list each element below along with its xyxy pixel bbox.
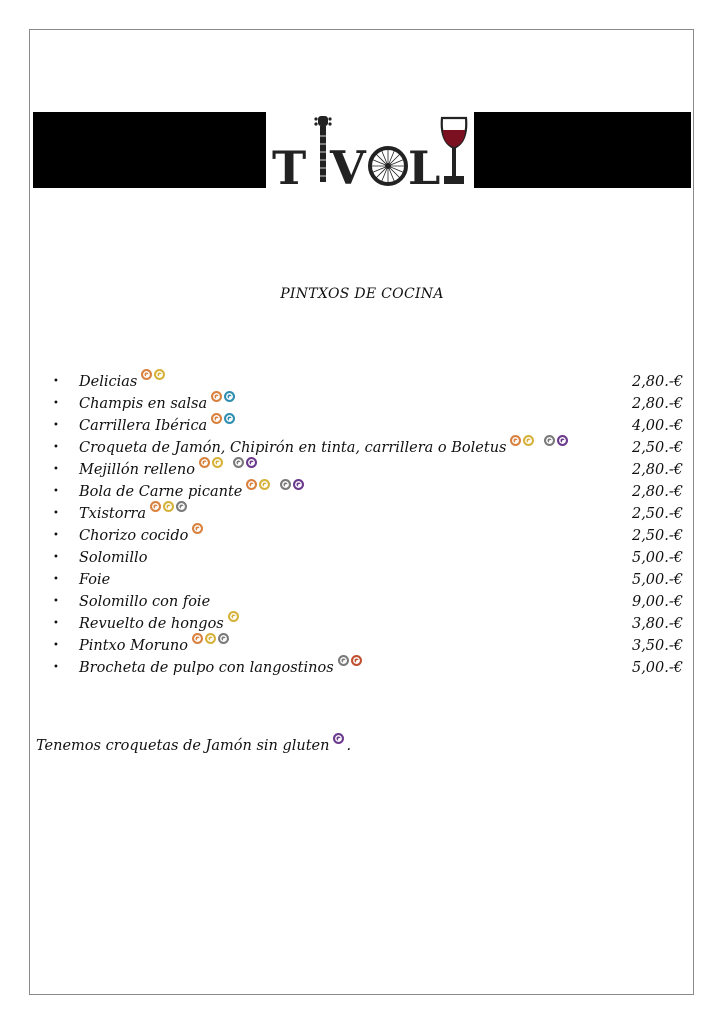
allergen-gray-icon [544, 435, 555, 446]
menu-item-name [79, 657, 364, 679]
allergen-icons [211, 419, 237, 433]
menu-item-label: Brocheta de pulpo con langostinos [79, 660, 334, 676]
menu-item [40, 635, 690, 657]
allergen-icons [192, 639, 231, 653]
footer-note-text: Tenemos croquetas de Jamón sin gluten [36, 738, 330, 754]
menu-item-price: 2,80.-€ [631, 484, 683, 500]
bullet-icon: • [53, 420, 59, 431]
allergen-gray-icon [280, 479, 291, 490]
bullet-icon: • [53, 640, 59, 651]
menu-item-name [79, 481, 306, 503]
allergen-orange-icon [211, 391, 222, 402]
allergen-purple-icon [333, 733, 344, 744]
menu-item-name [79, 437, 570, 459]
allergen-yellow-icon [212, 457, 223, 468]
bullet-icon: • [53, 376, 59, 387]
menu-item-label: Txistorra [79, 506, 146, 522]
bullet-icon: • [53, 618, 59, 629]
menu-item-label: Croqueta de Jamón, Chipirón en tinta, carrillera o Boletus [79, 440, 507, 456]
header-band-right [474, 112, 691, 188]
allergen-yellow-icon [259, 479, 270, 490]
menu-item-name [79, 569, 110, 591]
bullet-icon: • [53, 486, 59, 497]
bullet-icon: • [53, 552, 59, 563]
bullet-icon: • [53, 530, 59, 541]
menu-item-label: Revuelto de hongos [79, 616, 224, 632]
menu-item [40, 591, 690, 613]
svg-text:L: L [408, 141, 441, 192]
menu-item [40, 657, 690, 679]
menu-item-price: 2,80.-€ [631, 462, 683, 478]
menu-item-name [79, 635, 231, 657]
menu-item-price: 2,80.-€ [631, 374, 683, 390]
allergen-icons [199, 463, 259, 477]
menu-item [40, 613, 690, 635]
menu-item-price: 5,00.-€ [631, 550, 683, 566]
allergen-orange-icon [141, 369, 152, 380]
menu-item [40, 437, 690, 459]
menu-item-price: 3,80.-€ [631, 616, 683, 632]
allergen-orange-icon [199, 457, 210, 468]
allergen-orange-icon [211, 413, 222, 424]
menu-item-price: 2,80.-€ [631, 396, 683, 412]
bullet-icon: • [53, 398, 59, 409]
menu-item-price: 2,50.-€ [631, 506, 683, 522]
allergen-yellow-icon [154, 369, 165, 380]
menu-item [40, 481, 690, 503]
menu-item [40, 415, 690, 437]
menu-item [40, 503, 690, 525]
allergen-icons [510, 441, 570, 455]
menu-item-label: Bola de Carne picante [79, 484, 243, 500]
menu-item [40, 371, 690, 393]
allergen-yellow-icon [228, 611, 239, 622]
allergen-red-icon [351, 655, 362, 666]
menu-item-price: 3,50.-€ [631, 638, 683, 654]
menu-item-name [79, 591, 210, 613]
bullet-icon: • [53, 442, 59, 453]
allergen-purple-icon [246, 457, 257, 468]
allergen-teal-icon [224, 413, 235, 424]
footer-note-allergen [333, 739, 346, 753]
allergen-orange-icon [150, 501, 161, 512]
menu-item-price: 2,50.-€ [631, 440, 683, 456]
allergen-gray-icon [233, 457, 244, 468]
menu-item-price: 2,50.-€ [631, 528, 683, 544]
menu-item-label: Mejillón relleno [79, 462, 195, 478]
section-title: PINTXOS DE COCINA [280, 286, 444, 302]
allergen-icons [228, 617, 241, 631]
menu-item-name [79, 415, 237, 437]
allergen-teal-icon [224, 391, 235, 402]
bullet-icon: • [53, 464, 59, 475]
menu-item-name [79, 525, 205, 547]
tivoli-logo [266, 108, 474, 192]
allergen-yellow-icon [205, 633, 216, 644]
menu-item [40, 393, 690, 415]
menu-item-price: 5,00.-€ [631, 660, 683, 676]
menu-item-name [79, 371, 167, 393]
allergen-icons [141, 375, 167, 389]
footer-note [36, 738, 351, 754]
menu-item-label: Foie [79, 572, 111, 588]
menu-item [40, 459, 690, 481]
allergen-yellow-icon [523, 435, 534, 446]
wine-glass-icon [442, 118, 467, 184]
menu-list [40, 371, 690, 679]
menu-item-label: Pintxo Moruno [79, 638, 188, 654]
allergen-icons [150, 507, 189, 521]
allergen-icons [211, 397, 237, 411]
svg-text:T: T [272, 141, 307, 192]
menu-item-label: Champis en salsa [79, 396, 208, 412]
header-band-left [33, 112, 266, 188]
allergen-yellow-icon [163, 501, 174, 512]
allergen-purple-icon [293, 479, 304, 490]
allergen-orange-icon [192, 633, 203, 644]
menu-item-price: 4,00.-€ [631, 418, 683, 434]
menu-item-name [79, 459, 259, 481]
allergen-gray-icon [338, 655, 349, 666]
allergen-icons [338, 661, 364, 675]
menu-item-name [79, 613, 241, 635]
allergen-icons [246, 485, 306, 499]
allergen-orange-icon [510, 435, 521, 446]
menu-item-name [79, 547, 147, 569]
allergen-orange-icon [246, 479, 257, 490]
bullet-icon: • [53, 596, 59, 607]
menu-item-label: Chorizo cocido [79, 528, 189, 544]
menu-item-label: Solomillo [79, 550, 148, 566]
menu-item-label: Carrillera Ibérica [79, 418, 208, 434]
bullet-icon: • [53, 508, 59, 519]
allergen-purple-icon [557, 435, 568, 446]
bullet-icon: • [53, 662, 59, 673]
menu-item-name [79, 503, 189, 525]
menu-item [40, 547, 690, 569]
bicycle-wheel-icon [370, 148, 406, 184]
allergen-gray-icon [218, 633, 229, 644]
menu-item-price: 5,00.-€ [631, 572, 683, 588]
menu-item-name [79, 393, 237, 415]
menu-item-label: Delicias [79, 374, 138, 390]
allergen-orange-icon [192, 523, 203, 534]
menu-item-price: 9,00.-€ [631, 594, 683, 610]
bullet-icon: • [53, 574, 59, 585]
svg-text:V: V [330, 141, 366, 192]
allergen-icons [192, 529, 205, 543]
allergen-gray-icon [176, 501, 187, 512]
menu-item [40, 569, 690, 591]
footer-note-suffix: . [346, 738, 352, 754]
menu-item-label: Solomillo con foie [79, 594, 211, 610]
menu-item [40, 525, 690, 547]
